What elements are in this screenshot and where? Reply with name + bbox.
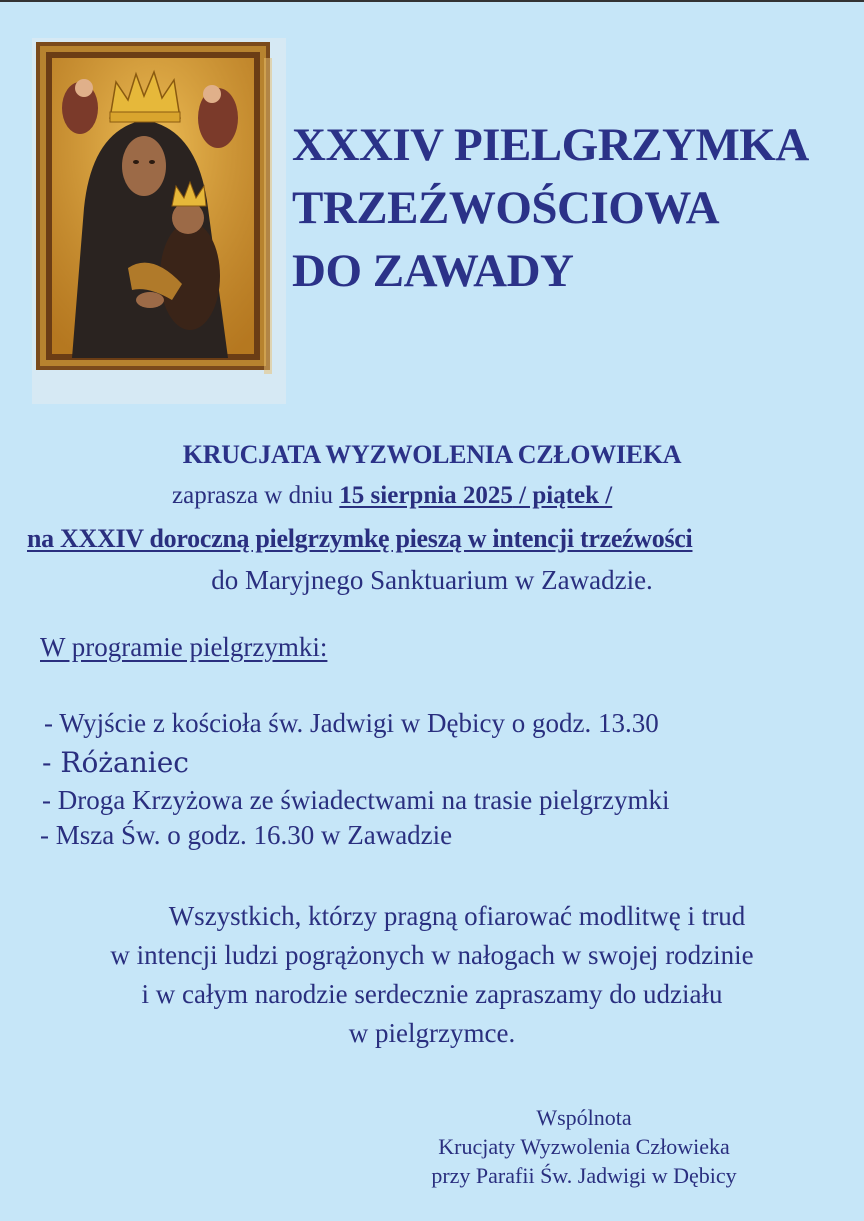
invitation-line-3: i w całym narodzie serdecznie zapraszamy do udziału [141,979,723,1009]
invitation-text [0,897,864,1053]
poster-title [292,114,852,303]
pilgrimage-day: / piątek / [512,482,613,509]
invitation-line-4: w pielgrzymce. [348,1018,516,1048]
madonna-icon-image [32,38,286,404]
invitation-line-1: Wszystkich, którzy pragną ofiarować modlitwę i trud [168,901,746,931]
invite-date-line [172,482,612,510]
signature-line-3: przy Parafii Św. Jadwigi w Dębicy [431,1163,737,1188]
program-item-mass: - Msza Św. o godz. 16.30 w Zawadzie [40,820,453,850]
program-item-rosary: - Różaniec [42,746,189,779]
program-heading: W programie pielgrzymki: [40,632,328,662]
madonna-icon [32,38,286,404]
organization-name: KRUCJATA WYZWOLENIA CZŁOWIEKA [182,440,682,469]
pilgrimage-purpose: na XXXIV doroczną pielgrzymkę pieszą w intencji trzeźwości [27,524,693,553]
program-item-departure: - Wyjście z kościoła św. Jadwigi w Dębicy o godz. 13.30 [44,708,659,738]
signature-line-1: Wspólnota [536,1105,632,1130]
pilgrimage-destination: do Maryjnego Sanktuarium w Zawadzie. [211,565,653,595]
program-item-way-of-cross: - Droga Krzyżowa ze świadectwami na trasie pielgrzymki [42,785,670,815]
signature-line-2: Krucjaty Wyzwolenia Człowieka [438,1134,730,1159]
signature [414,1103,754,1190]
title-line-1: XXXIV PIELGRZYMKA [292,119,809,171]
pilgrimage-date: 15 sierpnia 2025 [339,482,513,509]
invitation-line-2: w intencji ludzi pogrążonych w nałogach w swojej rodzinie [110,940,754,970]
invite-prefix: zaprasza w dniu [172,482,340,509]
title-line-2: TRZEŹWOŚCIOWA [292,182,720,234]
title-line-3: DO ZAWADY [292,245,574,297]
